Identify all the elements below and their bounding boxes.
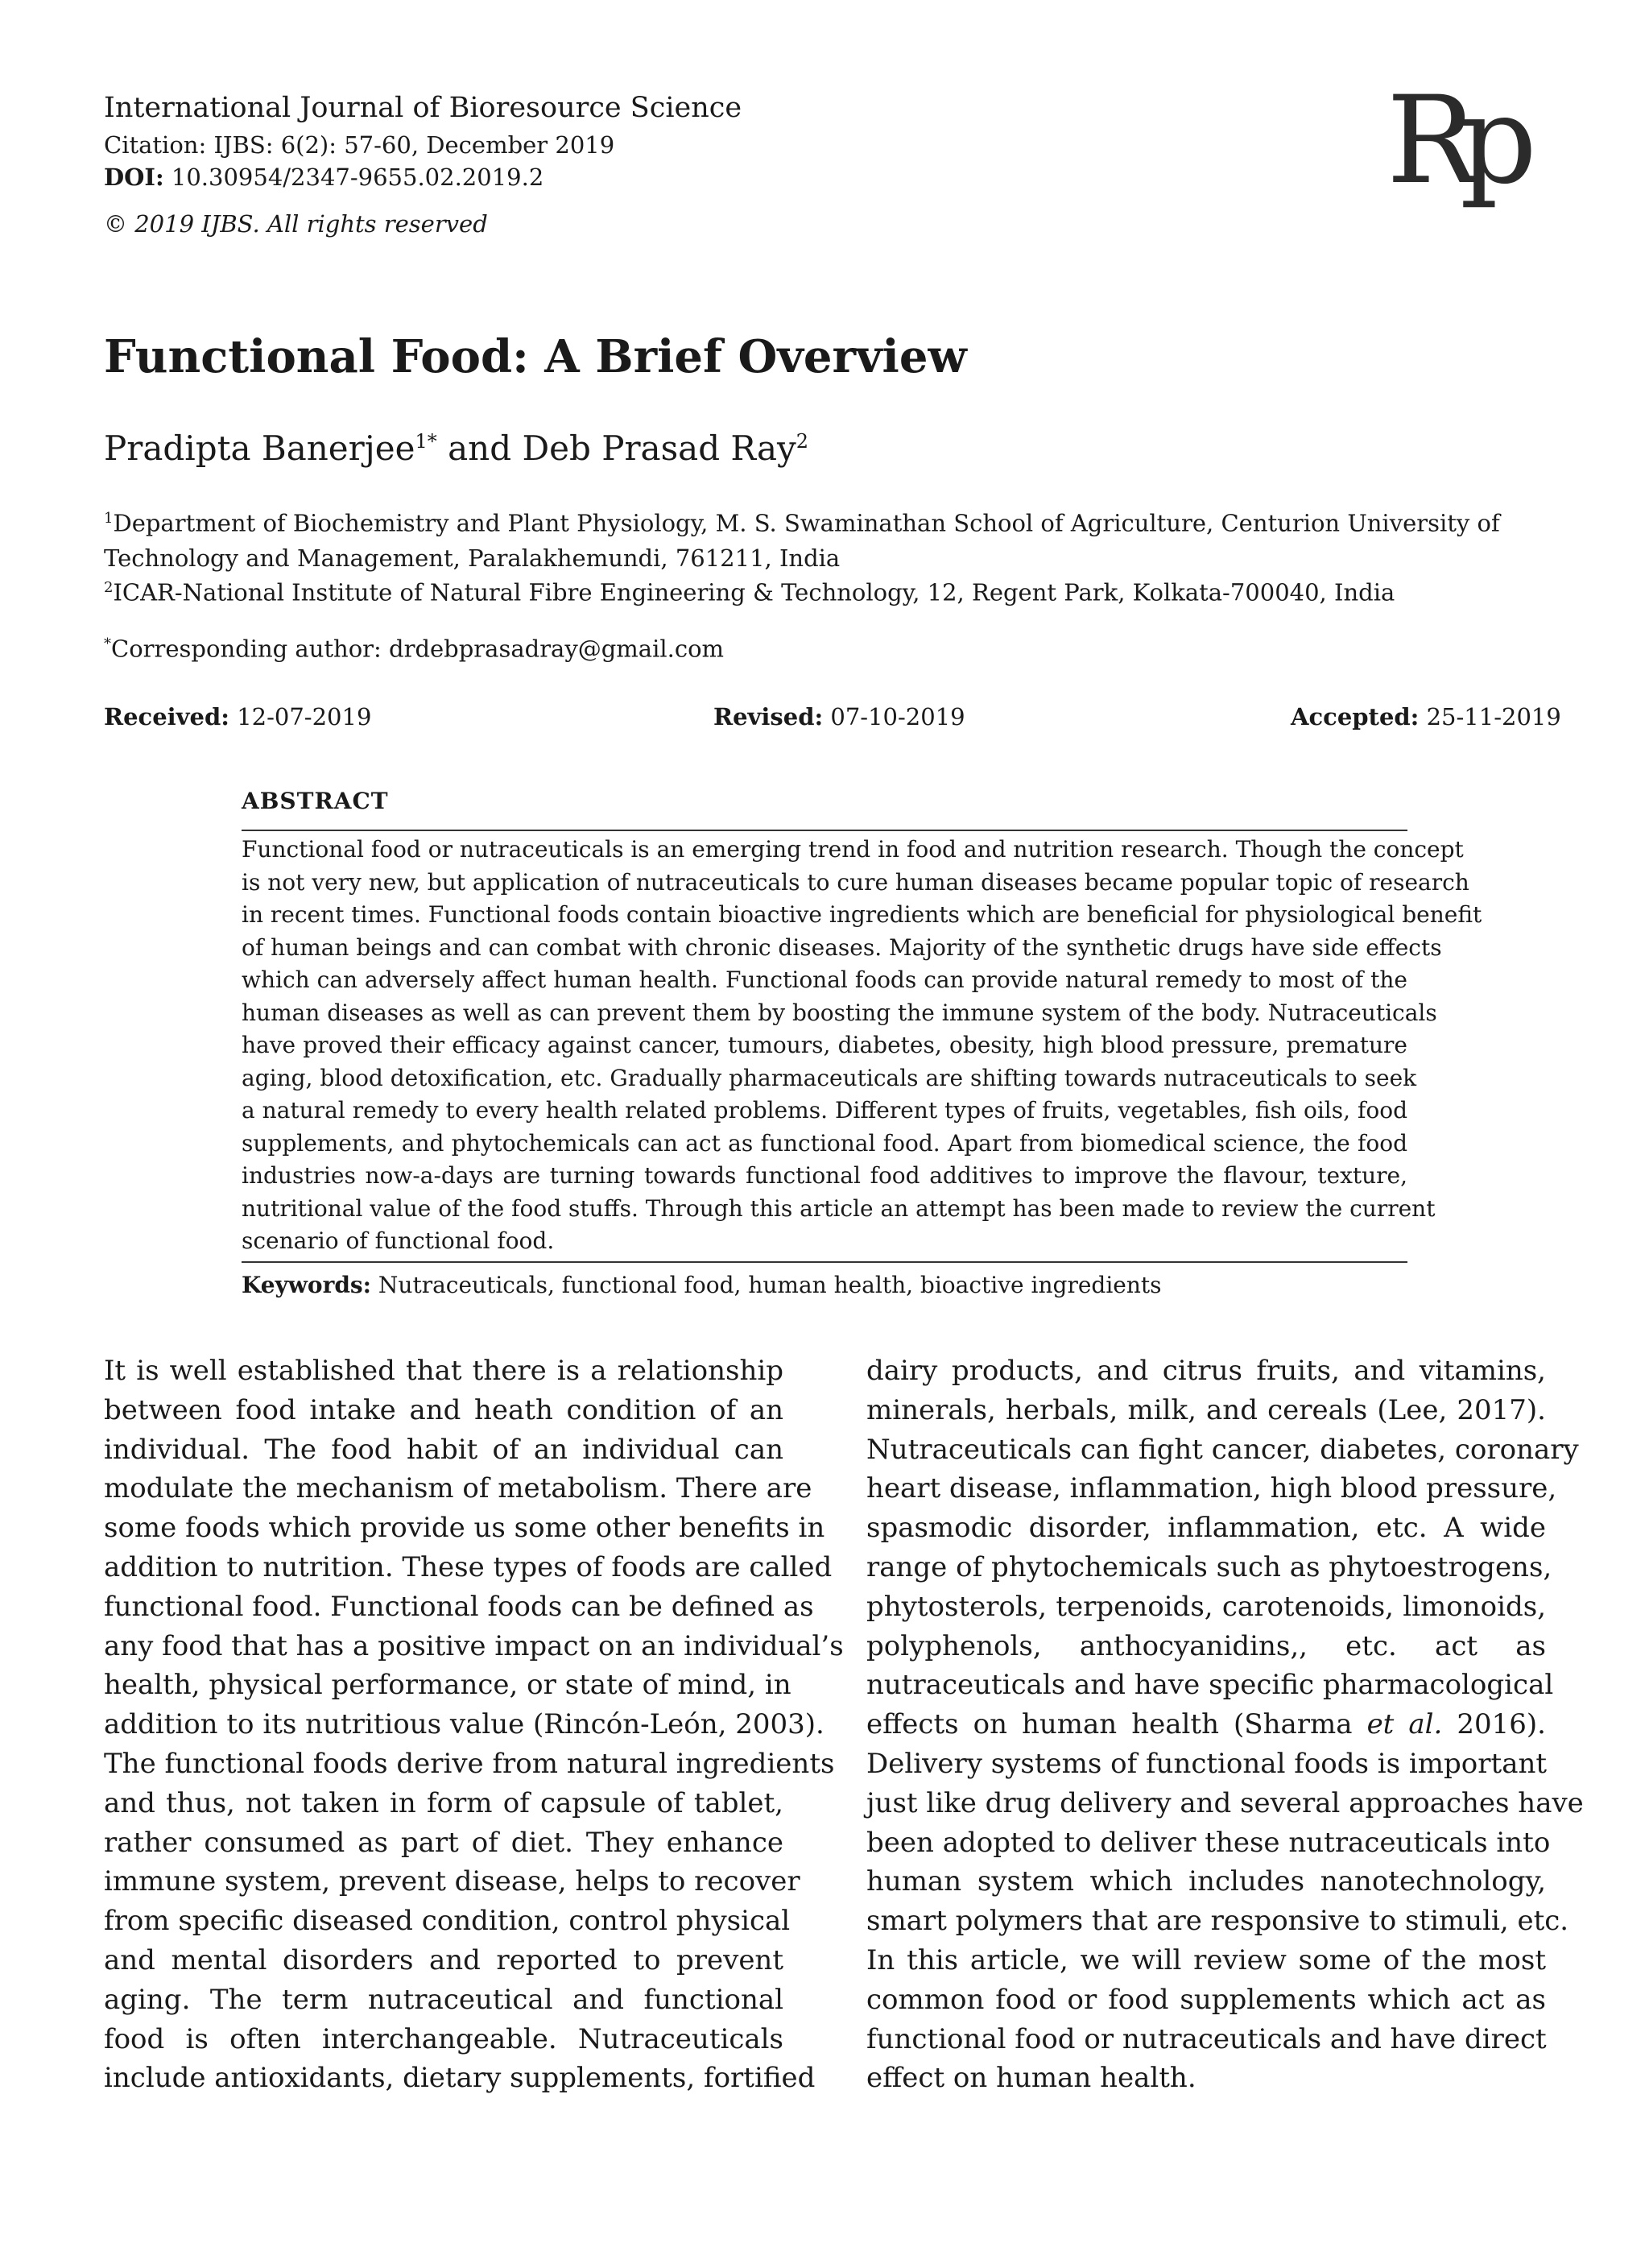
text-line: health, physical performance, or state of mind, in (104, 1669, 791, 1702)
accepted-value: 25-11-2019 (1426, 703, 1561, 730)
text-line: range of phytochemicals such as phytoestrogens, (866, 1551, 1552, 1583)
text-line: polyphenols, anthocyanidins,, etc. act as (866, 1629, 1546, 1662)
text-line: individual. The food habit of an individual can (104, 1433, 783, 1466)
text-line: and thus, not taken in form of capsule of tablet, (104, 1786, 783, 1819)
logo-text: Rp (1387, 87, 1519, 211)
keywords (242, 1269, 1162, 1302)
affiliation-2 (104, 570, 1545, 610)
text-line: nutritional value of the food stuffs. Through this article an attempt has been made to review the current (242, 1194, 1436, 1222)
abstract-heading: ABSTRACT (242, 788, 389, 814)
revised-date (713, 701, 965, 733)
text-line: modulate the mechanism of metabolism. There are (104, 1472, 812, 1505)
text-line: heart disease, inflammation, high blood pressure, (866, 1472, 1557, 1505)
text-line: Functional food or nutraceuticals is an emerging trend in food and nutrition research. Though the concept (242, 836, 1464, 863)
author-2-affil: 2 (796, 430, 809, 453)
affiliation-marker: 2 (104, 579, 114, 596)
text-line: just like drug delivery and several approaches have (866, 1786, 1584, 1819)
text-line: Delivery systems of functional foods is important (866, 1748, 1548, 1780)
text-line: been adopted to deliver these nutraceuticals into (866, 1826, 1551, 1859)
text-line: from specific diseased condition, control physical (104, 1905, 791, 1938)
text-line: immune system, prevent disease, helps to recover (104, 1865, 800, 1898)
text-line: which can adversely affect human health. Functional foods can provide natural remedy to most of the (242, 966, 1407, 993)
corresponding-author (104, 628, 724, 665)
text-line: In this article, we will review some of the most (866, 1944, 1546, 1976)
text-line: and mental disorders and reported to prevent (104, 1944, 783, 1976)
text-line: effect on human health. (866, 2062, 1196, 2095)
text-line: industries now-a-days are turning towards functional food additives to improve the flavour, texture, (242, 1162, 1407, 1189)
received-date (104, 701, 371, 733)
text-line: is not very new, but application of nutraceuticals to cure human diseases became popular topic of research (242, 868, 1469, 896)
revised-value: 07-10-2019 (830, 703, 965, 730)
author-and: and (436, 428, 523, 468)
text-line: dairy products, and citrus fruits, and vitamins, (866, 1355, 1546, 1387)
text-line: in recent times. Functional foods contain bioactive ingredients which are beneficial for physiological benefit (242, 901, 1482, 928)
text-line: Nutraceuticals can fight cancer, diabetes, coronary (866, 1433, 1579, 1466)
keywords-value: Nutraceuticals, functional food, human health, bioactive ingredients (378, 1272, 1162, 1298)
authors (104, 419, 808, 471)
text-line: functional food. Functional foods can be defined as (104, 1590, 814, 1623)
corresponding-text: Corresponding author: drdebprasadray@gmail.com (111, 635, 725, 663)
text-line: have proved their efficacy against cancer, tumours, diabetes, obesity, high blood pressure, premature (242, 1032, 1407, 1058)
text-line: nutraceuticals and have specific pharmacological (866, 1669, 1554, 1702)
text-line: supplements, and phytochemicals can act as functional food. Apart from biomedical science, the food (242, 1129, 1407, 1157)
author-1: Pradipta Banerjee (104, 428, 415, 468)
copyright: © 2019 IJBS. All rights reserved (104, 210, 488, 238)
page-title: Functional Food: A Brief Overview (104, 330, 967, 383)
accepted-date (1291, 701, 1561, 733)
text-line: human diseases as well as can prevent them by boosting the immune system of the body. Nutraceuticals (242, 999, 1437, 1026)
text-line: addition to its nutritious value (Rincón-León, 2003). (104, 1708, 824, 1741)
abstract-bottom-rule (242, 1261, 1407, 1263)
citation: Citation: IJBS: 6(2): 57-60, December 2019 (104, 131, 615, 159)
publisher-logo (1385, 87, 1554, 232)
text-line: effects on human health (Sharma et al. 2016). (866, 1708, 1546, 1741)
accepted-label: Accepted: (1291, 703, 1420, 730)
doi-value: 10.30954/2347-9655.02.2019.2 (171, 163, 544, 191)
doi (104, 161, 543, 193)
text-line: of human beings and can combat with chronic diseases. Majority of the synthetic drugs have side effects (242, 933, 1442, 961)
text-line: aging. The term nutraceutical and functional (104, 1983, 783, 2016)
text-line: minerals, herbals, milk, and cereals (Lee, 2017). (866, 1393, 1546, 1426)
text-line: rather consumed as part of diet. They enhance (104, 1826, 783, 1859)
abstract-top-rule (242, 830, 1407, 831)
text-line: common food or food supplements which act as (866, 1983, 1546, 2016)
received-label: Received: (104, 703, 229, 730)
revised-label: Revised: (713, 703, 824, 730)
author-1-affil: 1* (415, 430, 437, 453)
text-line: aging, blood detoxification, etc. Gradually pharmaceuticals are shifting towards nutraceuticals to seek (242, 1064, 1417, 1091)
affiliation-marker: 1 (104, 510, 114, 527)
text-line: between food intake and heath condition of an (104, 1393, 783, 1426)
text-line: smart polymers that are responsive to stimuli, etc. (866, 1905, 1569, 1938)
affiliation-text: ICAR-National Institute of Natural Fibre Engineering & Technology, 12, Regent Park, Kolkata-700040, India (113, 578, 1395, 606)
doi-label: DOI: (104, 163, 164, 191)
text-line: addition to nutrition. These types of foods are called (104, 1551, 833, 1583)
text-line: include antioxidants, dietary supplements, fortified (104, 2062, 816, 2095)
text-line: The functional foods derive from natural ingredients (104, 1748, 835, 1780)
text-line: spasmodic disorder, inflammation, etc. A wide (866, 1512, 1546, 1545)
received-value: 12-07-2019 (237, 703, 372, 730)
keywords-label: Keywords: (242, 1272, 372, 1298)
corresponding-marker: * (104, 635, 111, 652)
text-line: any food that has a positive impact on an individual’s (104, 1629, 844, 1662)
text-line: phytosterols, terpenoids, carotenoids, limonoids, (866, 1590, 1546, 1623)
text-line: a natural remedy to every health related problems. Different types of fruits, vegetables, fish oils, food (242, 1097, 1407, 1124)
text-line: scenario of functional food. (242, 1227, 555, 1254)
text-line: human system which includes nanotechnology, (866, 1865, 1546, 1898)
text-line: food is often interchangeable. Nutraceuticals (104, 2022, 783, 2055)
affiliation-1 (104, 501, 1545, 576)
author-2: Deb Prasad Ray (522, 428, 796, 468)
text-line: functional food or nutraceuticals and have direct (866, 2022, 1547, 2055)
journal-name: International Journal of Bioresource Science (104, 92, 742, 124)
affiliation-text: Department of Biochemistry and Plant Physiology, M. S. Swaminathan School of Agriculture, Centurion University of Technology and Management, Paralakhemundi, 761211, India (104, 509, 1500, 572)
text-line: some foods which provide us some other benefits in (104, 1512, 825, 1545)
text-line: It is well established that there is a relationship (104, 1355, 783, 1387)
